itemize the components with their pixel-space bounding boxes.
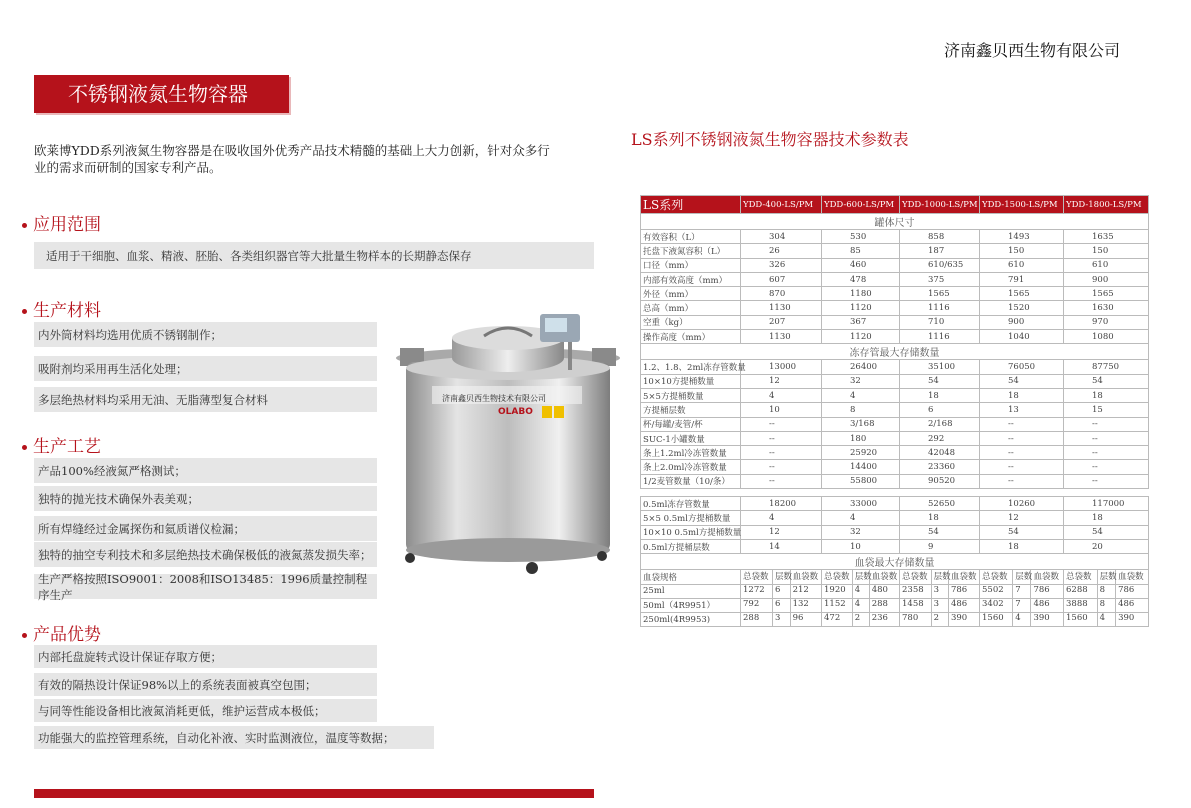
table-header-model: YDD-1800-LS/PM [1064, 196, 1149, 214]
table-cell: 900 [1064, 272, 1149, 286]
table-header-model: YDD-600-LS/PM [822, 196, 900, 214]
blood-value: 6 [773, 585, 791, 598]
table-row-label: 0.5ml冻存管数量 [641, 497, 741, 511]
table-cell: 304 [741, 230, 822, 244]
blood-group-cell [1064, 570, 1149, 584]
table-cell: -- [980, 474, 1064, 488]
table-row-label: 50ml（4R9951） [641, 598, 741, 612]
blood-value: 486 [1118, 598, 1135, 609]
list-item: 产品100%经液氮严格测试； [34, 458, 377, 484]
table-cell: 292 [900, 431, 980, 445]
table-group-title: 罐体尺寸 [641, 214, 1149, 230]
blood-value: 5502 [980, 585, 1013, 598]
table-cell: 18 [1064, 511, 1149, 525]
table-cell: 610/635 [900, 258, 980, 272]
table-cell: -- [980, 431, 1064, 445]
table-cell: -- [741, 417, 822, 431]
blood-value: 2 [932, 613, 949, 626]
table-row [641, 511, 1149, 525]
blood-group [741, 570, 821, 583]
blood-value: 血袋数 [1118, 572, 1144, 583]
table-cell: 18200 [741, 497, 822, 511]
blood-group [822, 613, 899, 626]
table-cell: 12 [741, 374, 822, 388]
blood-value: 1152 [822, 599, 853, 612]
blood-value: 486 [950, 598, 968, 609]
table-row-label: 血袋规格 [641, 570, 741, 584]
company-name: 济南鑫贝西生物有限公司 [944, 41, 1121, 60]
table-cell: 85 [822, 244, 900, 258]
blood-group-cell [900, 613, 980, 627]
table-group-title: 血袋最大存储数量 [641, 554, 1149, 570]
table-cell: 15 [1064, 403, 1149, 417]
blood-group [1064, 570, 1148, 583]
table-cell: 18 [900, 388, 980, 402]
table-cell: 76050 [980, 360, 1064, 374]
bottom-ribbon [34, 789, 594, 798]
table-group-row [641, 554, 1149, 570]
table-cell: 1120 [822, 301, 900, 315]
blood-value: 6 [773, 599, 791, 612]
list-item: 吸附剂均采用再生活化处理； [34, 356, 377, 382]
table-cell: 478 [822, 272, 900, 286]
blood-group [980, 613, 1063, 626]
blood-header-row [641, 570, 1149, 584]
table-cell: 33000 [822, 497, 900, 511]
blood-value: 390 [950, 613, 968, 624]
table-cell: -- [980, 417, 1064, 431]
table-cell: 54 [980, 374, 1064, 388]
table-cell: 18 [980, 539, 1064, 553]
table-cell: 610 [980, 258, 1064, 272]
table-cell: 1080 [1064, 330, 1149, 344]
table-cell: 26400 [822, 360, 900, 374]
blood-value: 1560 [980, 613, 1013, 626]
table-cell: 54 [900, 374, 980, 388]
tank-label-company: 济南鑫贝西生物技术有限公司 [442, 394, 546, 403]
table-spacer-cell [641, 489, 1149, 497]
table-cell: 12 [741, 525, 822, 539]
table-cell: 12 [980, 511, 1064, 525]
blood-value: 4 [853, 599, 870, 612]
blood-group-cell [741, 598, 822, 612]
table-cell: 1565 [1064, 287, 1149, 301]
table-spacer-row [641, 489, 1149, 497]
section-heading-material: 生产材料 [22, 296, 101, 321]
blood-value: 288 [741, 613, 773, 626]
blood-value: 血袋数 [950, 572, 977, 583]
table-row [641, 230, 1149, 244]
table-row-label: 5×5方提桶数量 [641, 388, 741, 402]
blood-value: 212 [792, 584, 809, 595]
table-title: LS系列不锈钢液氮生物容器技术参数表 [631, 130, 909, 149]
list-item: 有效的隔热设计保证98%以上的系统表面被真空包围； [34, 673, 377, 697]
table-row-label: 口径（mm） [641, 258, 741, 272]
table-row-label: SUC-1小罐数量 [641, 431, 741, 445]
blood-group-cell [980, 584, 1064, 598]
table-row-label: 托盘下液氮容积（L） [641, 244, 741, 258]
table-row-label: 条上2.0ml冷冻管数量 [641, 460, 741, 474]
blood-group-cell [900, 598, 980, 612]
table-cell: 13 [980, 403, 1064, 417]
blood-value: 786 [1118, 584, 1135, 595]
table-row [641, 525, 1149, 539]
blood-value: 786 [950, 584, 968, 595]
table-row [641, 539, 1149, 553]
blood-group [741, 599, 821, 612]
blood-group-cell [1064, 598, 1149, 612]
table-row-label: 杯/每罐/麦管/杯 [641, 417, 741, 431]
blood-value: 血袋数 [871, 572, 898, 583]
table-cell: 55800 [822, 474, 900, 488]
blood-value: 236 [871, 613, 888, 624]
table-cell: 20 [1064, 539, 1149, 553]
blood-value: 层数 [775, 572, 793, 583]
blood-value: 390 [1033, 613, 1050, 624]
blood-group [900, 599, 979, 612]
blood-value: 1920 [822, 585, 853, 598]
blood-group-cell [741, 613, 822, 627]
list-item: 独特的抽空专利技术和多层绝热技术确保极低的液氮蒸发损失率； [34, 542, 377, 568]
blood-value: 3 [773, 613, 791, 626]
blood-group-cell [822, 598, 900, 612]
blood-group [900, 570, 979, 583]
blood-group [900, 613, 979, 626]
table-header-model: YDD-1500-LS/PM [980, 196, 1064, 214]
table-cell: 18 [980, 388, 1064, 402]
table-cell: 18 [900, 511, 980, 525]
table-cell: 23360 [900, 460, 980, 474]
table-cell: 207 [741, 315, 822, 329]
table-cell: 35100 [900, 360, 980, 374]
table-cell: 4 [741, 511, 822, 525]
table-row [641, 431, 1149, 445]
blood-value: 总袋数 [822, 570, 853, 583]
blood-value: 132 [792, 598, 809, 609]
table-cell: -- [741, 446, 822, 460]
table-cell: 54 [1064, 525, 1149, 539]
table-cell: -- [741, 460, 822, 474]
list-item: 独特的抛光技术确保外表美观； [34, 486, 377, 512]
blood-value: 4 [1098, 613, 1116, 626]
table-row-label: 0.5ml方提桶层数 [641, 539, 741, 553]
table-cell: 791 [980, 272, 1064, 286]
table-cell: 375 [900, 272, 980, 286]
blood-group [1064, 599, 1148, 612]
table-cell: 8 [822, 403, 900, 417]
blood-value: 390 [1118, 613, 1135, 624]
list-item: 内部托盘旋转式设计保证存取方便； [34, 645, 377, 669]
table-cell: 1116 [900, 330, 980, 344]
blood-value: 层数 [854, 572, 872, 583]
blood-value: 2 [853, 613, 870, 626]
table-cell: 460 [822, 258, 900, 272]
table-row-label: 条上1.2ml冷冻管数量 [641, 446, 741, 460]
blood-group-cell [1064, 584, 1149, 598]
table-cell: 54 [1064, 374, 1149, 388]
table-cell: 6 [900, 403, 980, 417]
blood-group-cell [822, 570, 900, 584]
table-row-label: 10×10 0.5ml方提桶数量 [641, 525, 741, 539]
blood-value: 472 [822, 613, 853, 626]
table-cell: 10 [822, 539, 900, 553]
blood-value: 1458 [900, 599, 932, 612]
table-row [641, 315, 1149, 329]
table-cell: 87750 [1064, 360, 1149, 374]
table-cell: -- [1064, 431, 1149, 445]
table-row-label: 内部有效高度（mm） [641, 272, 741, 286]
table-header-row [641, 196, 1149, 214]
table-row-label: 250ml(4R9953) [641, 613, 741, 627]
blood-value: 96 [792, 613, 804, 624]
table-cell: 54 [980, 525, 1064, 539]
table-row-label: 1/2麦管数量（10/条） [641, 474, 741, 488]
table-cell: 4 [741, 388, 822, 402]
table-row [641, 446, 1149, 460]
table-row [641, 374, 1149, 388]
intro-text: 欧莱博YDD系列液氮生物容器是在吸收国外优秀产品技术精髓的基础上大力创新，针对众多行业的需求而研制的国家专利产品。 [34, 143, 550, 175]
table-cell: 1120 [822, 330, 900, 344]
list-item: 与同等性能设备相比液氮消耗更低，维护运营成本极低； [34, 699, 377, 723]
table-cell: -- [980, 446, 1064, 460]
blood-value: 3 [932, 585, 949, 598]
table-cell: 25920 [822, 446, 900, 460]
table-cell: 1635 [1064, 230, 1149, 244]
blood-value: 786 [1033, 584, 1050, 595]
table-row-label: 有效容积（L） [641, 230, 741, 244]
table-cell: 1130 [741, 301, 822, 315]
blood-value: 2358 [900, 585, 932, 598]
blood-value: 1560 [1064, 613, 1098, 626]
table-cell: 4 [822, 511, 900, 525]
table-cell: -- [980, 460, 1064, 474]
table-cell: 3/168 [822, 417, 900, 431]
blood-group [980, 570, 1063, 583]
section-heading-process: 生产工艺 [22, 432, 101, 457]
blood-group-cell [900, 584, 980, 598]
table-row [641, 301, 1149, 315]
table-cell: 52650 [900, 497, 980, 511]
table-cell: 150 [980, 244, 1064, 258]
table-row [641, 258, 1149, 272]
blood-group-cell [741, 570, 822, 584]
blood-value: 3888 [1064, 599, 1098, 612]
table-cell: 1116 [900, 301, 980, 315]
blood-group-cell [1064, 613, 1149, 627]
blood-group [1064, 613, 1148, 626]
blood-group [980, 585, 1063, 598]
blood-value: 总袋数 [980, 570, 1013, 583]
table-cell: 1130 [741, 330, 822, 344]
table-cell: 32 [822, 525, 900, 539]
table-cell: 326 [741, 258, 822, 272]
table-cell: -- [1064, 417, 1149, 431]
table-cell: 54 [900, 525, 980, 539]
table-cell: 1180 [822, 287, 900, 301]
blood-value: 总袋数 [741, 570, 773, 583]
blood-group-cell [980, 570, 1064, 584]
table-row-label: 外径（mm） [641, 287, 741, 301]
table-cell: 13000 [741, 360, 822, 374]
table-cell: -- [1064, 446, 1149, 460]
table-cell: 1493 [980, 230, 1064, 244]
table-cell: 187 [900, 244, 980, 258]
table-row [641, 497, 1149, 511]
table-row-label: 空重（kg） [641, 315, 741, 329]
blood-group-cell [900, 570, 980, 584]
blood-group-cell [822, 613, 900, 627]
table-cell: -- [1064, 474, 1149, 488]
table-cell: 1040 [980, 330, 1064, 344]
table-cell: 2/168 [900, 417, 980, 431]
table-cell: 26 [741, 244, 822, 258]
blood-group [822, 585, 899, 598]
blood-group-cell [980, 613, 1064, 627]
blood-value: 层数 [1099, 572, 1117, 583]
table-header-series: LS系列 [641, 196, 741, 214]
blood-value: 4 [853, 585, 870, 598]
section-heading-application: 应用范围 [22, 210, 101, 235]
table-row-label: 10×10方提桶数量 [641, 374, 741, 388]
table-cell: 10 [741, 403, 822, 417]
list-item: 内外筒材料均选用优质不锈钢制作； [34, 322, 377, 348]
table-cell: 1520 [980, 301, 1064, 315]
table-cell: 10260 [980, 497, 1064, 511]
blood-value: 480 [871, 584, 888, 595]
table-row [641, 403, 1149, 417]
table-row-label: 1.2、1.8、2ml冻存管数量 [641, 360, 741, 374]
table-row [641, 360, 1149, 374]
list-item: 所有焊缝经过金属探伤和氦质谱仪检漏； [34, 516, 377, 542]
table-cell: 1630 [1064, 301, 1149, 315]
table-row [641, 272, 1149, 286]
list-item: 功能强大的监控管理系统，自动化补液、实时监测液位，温度等数据； [34, 726, 434, 750]
blood-value: 792 [741, 599, 773, 612]
table-cell: 180 [822, 431, 900, 445]
table-row [641, 460, 1149, 474]
blood-row [641, 613, 1149, 627]
table-row [641, 388, 1149, 402]
blood-value: 层数 [1015, 572, 1033, 583]
blood-value: 3 [932, 599, 949, 612]
blood-value: 780 [900, 613, 932, 626]
blood-value: 3402 [980, 599, 1013, 612]
blood-value: 1272 [741, 585, 773, 598]
table-cell: 970 [1064, 315, 1149, 329]
blood-value: 7 [1013, 585, 1031, 598]
table-cell: 18 [1064, 388, 1149, 402]
blood-group-cell [822, 584, 900, 598]
table-row [641, 287, 1149, 301]
table-header-model: YDD-1000-LS/PM [900, 196, 980, 214]
table-cell: -- [741, 474, 822, 488]
blood-group [822, 570, 899, 583]
blood-value: 8 [1098, 599, 1116, 612]
section-heading-advantage: 产品优势 [22, 620, 101, 645]
table-row [641, 417, 1149, 431]
table-cell: 1565 [980, 287, 1064, 301]
blood-value: 层数 [933, 572, 951, 583]
table-cell: 900 [980, 315, 1064, 329]
table-group-row [641, 214, 1149, 230]
blood-value: 288 [871, 598, 888, 609]
tank-image [392, 310, 624, 580]
table-row-label: 总高（mm） [641, 301, 741, 315]
table-cell: 858 [900, 230, 980, 244]
table-cell: 32 [822, 374, 900, 388]
table-cell: 4 [822, 388, 900, 402]
table-row-label: 25ml [641, 584, 741, 598]
blood-group [900, 585, 979, 598]
table-cell: 90520 [900, 474, 980, 488]
table-cell: 610 [1064, 258, 1149, 272]
table-cell: 870 [741, 287, 822, 301]
table-cell: 530 [822, 230, 900, 244]
blood-value: 6288 [1064, 585, 1098, 598]
list-item: 生产严格按照ISO9001：2008和ISO13485：1996质量控制程序生产 [34, 574, 377, 600]
table-cell: 367 [822, 315, 900, 329]
table-cell: 710 [900, 315, 980, 329]
blood-value: 血袋数 [1033, 572, 1059, 583]
blood-group [822, 599, 899, 612]
blood-row [641, 584, 1149, 598]
table-cell: -- [741, 431, 822, 445]
table-row-label: 5×5 0.5ml方提桶数量 [641, 511, 741, 525]
blood-value: 8 [1098, 585, 1116, 598]
blood-value: 血袋数 [792, 572, 819, 583]
table-group-title: 冻存管最大存储数量 [641, 344, 1149, 360]
table-cell: 14 [741, 539, 822, 553]
table-row [641, 330, 1149, 344]
page-title: 不锈钢液氮生物容器 [34, 75, 289, 113]
table-group-row [641, 344, 1149, 360]
table-cell: 1565 [900, 287, 980, 301]
blood-value: 7 [1013, 599, 1031, 612]
blood-value: 486 [1033, 598, 1050, 609]
blood-value: 4 [1013, 613, 1031, 626]
blood-group [1064, 585, 1148, 598]
table-cell: 117000 [1064, 497, 1149, 511]
blood-group [741, 613, 821, 626]
blood-group-cell [741, 584, 822, 598]
table-row [641, 244, 1149, 258]
table-cell: 150 [1064, 244, 1149, 258]
blood-group-cell [980, 598, 1064, 612]
table-cell: 9 [900, 539, 980, 553]
list-item: 多层绝热材料均采用无油、无脂薄型复合材料 [34, 387, 377, 413]
blood-group [980, 599, 1063, 612]
table-row-label: 方提桶层数 [641, 403, 741, 417]
spec-table [640, 195, 1149, 627]
tank-label-brand: OLABO [498, 407, 533, 417]
blood-value: 总袋数 [1064, 570, 1098, 583]
table-cell: -- [1064, 460, 1149, 474]
blood-row [641, 598, 1149, 612]
table-cell: 42048 [900, 446, 980, 460]
table-cell: 607 [741, 272, 822, 286]
table-cell: 14400 [822, 460, 900, 474]
table-row [641, 474, 1149, 488]
blood-value: 总袋数 [900, 570, 932, 583]
blood-group [741, 585, 821, 598]
table-row-label: 操作高度（mm） [641, 330, 741, 344]
list-item: 适用于干细胞、血浆、精液、胚胎、各类组织器官等大批量生物样本的长期静态保存 [34, 242, 594, 270]
table-header-model: YDD-400-LS/PM [741, 196, 822, 214]
